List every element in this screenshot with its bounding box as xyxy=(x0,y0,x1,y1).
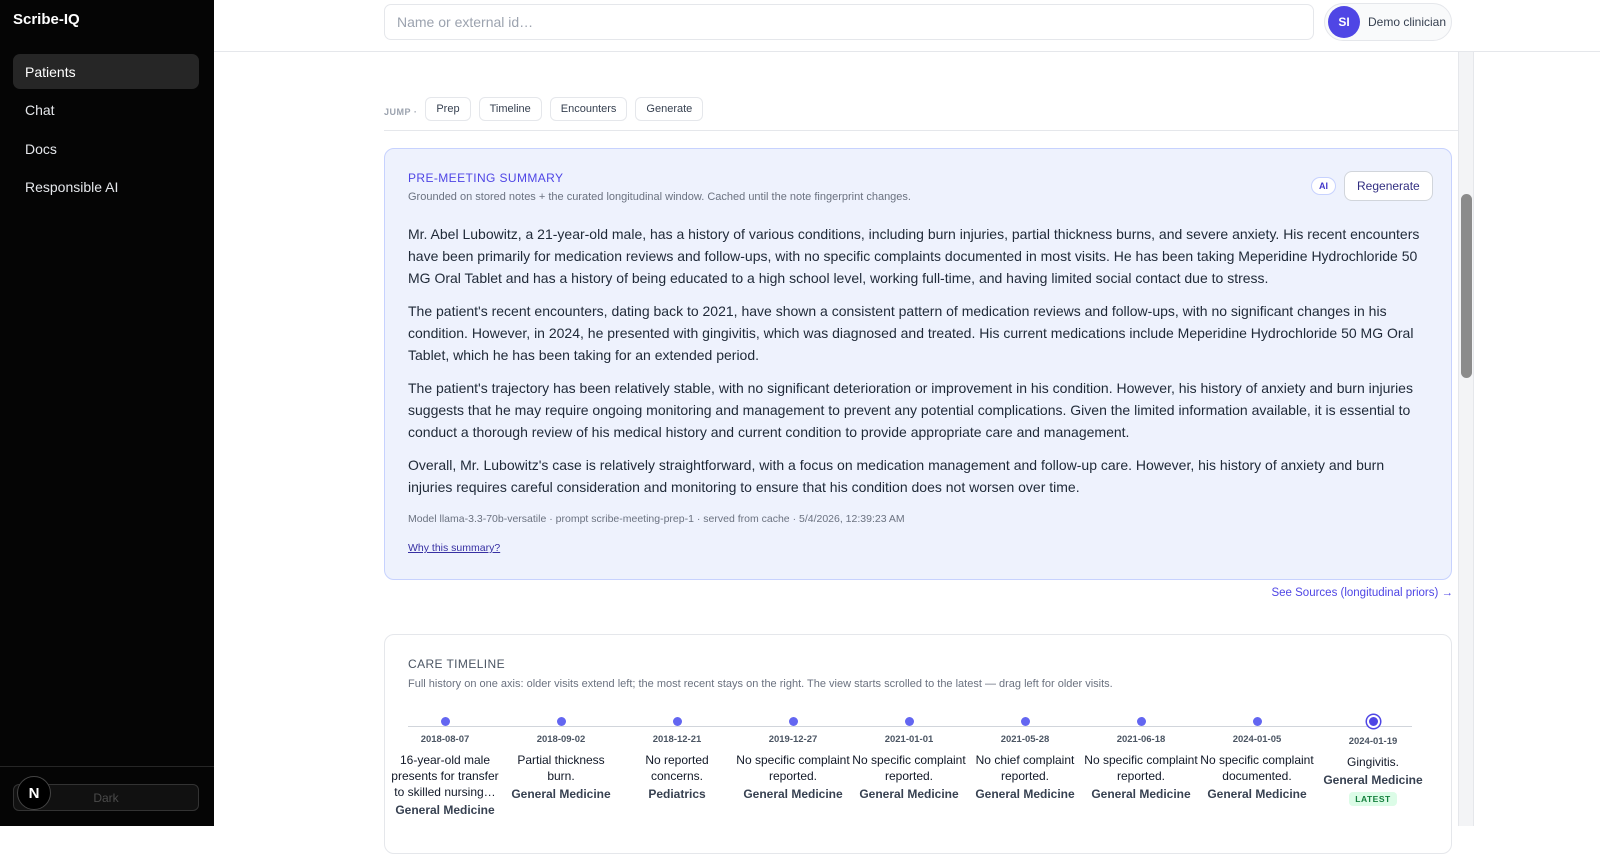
main-content xyxy=(384,52,1458,826)
ai-badge: AI xyxy=(1311,177,1336,195)
why-summary-link[interactable]: Why this summary? xyxy=(408,542,501,554)
timeline-note: No specific complaint reported. xyxy=(852,753,966,783)
timeline-date: 2024-01-19 xyxy=(1348,736,1398,747)
framework-badge-icon[interactable]: N xyxy=(17,776,51,810)
timeline-date: 2019-12-27 xyxy=(768,734,818,745)
sidebar xyxy=(0,0,214,826)
timeline-date: 2021-01-01 xyxy=(884,734,934,745)
timeline-item[interactable] xyxy=(1083,717,1199,801)
summary-paragraph: The patient's recent encounters, dating back to 2021, have shown a consistent pattern of medication reviews and follow-ups, with no significant changes in his condition. However, in 2024, he presented with gingivitis, which was diagnosed and treated. His current medications include Meperidine Hydrochloride 50 MG Oral Tablet, which he has been taking for an extended period. xyxy=(408,303,1414,363)
jump-prep-button[interactable]: Prep xyxy=(425,97,470,121)
summary-subtitle: Grounded on stored notes + the curated longitudinal window. Cached until the note fingerprint changes. xyxy=(408,191,911,203)
app-brand: Scribe-IQ xyxy=(13,11,80,28)
timeline-title: CARE TIMELINE xyxy=(408,657,505,671)
summary-paragraph: Overall, Mr. Lubowitz's case is relatively straightforward, with a focus on medication management and follow-up care. However, his history of anxiety and burn injuries requires careful consideration and monitoring to ensure that his condition does not worsen over time. xyxy=(408,457,1385,495)
theme-toggle-button[interactable]: Dark xyxy=(13,784,199,811)
jump-timeline-button[interactable]: Timeline xyxy=(479,97,542,121)
timeline-dot[interactable] xyxy=(1367,715,1380,728)
timeline-specialty: General Medicine xyxy=(743,787,843,801)
care-timeline-card xyxy=(384,634,1452,854)
timeline-specialty: General Medicine xyxy=(1091,787,1191,801)
latest-badge: LATEST xyxy=(1349,792,1396,806)
pre-meeting-summary-card xyxy=(384,148,1452,580)
scrollbar[interactable] xyxy=(1458,52,1474,826)
patient-search-input[interactable] xyxy=(384,4,1314,40)
timeline-date: 2021-05-28 xyxy=(1000,734,1050,745)
timeline-note: No reported concerns. xyxy=(645,753,709,783)
timeline-dot[interactable] xyxy=(789,717,798,726)
timeline-date: 2024-01-05 xyxy=(1232,734,1282,745)
timeline-date: 2018-09-02 xyxy=(536,734,586,745)
timeline-note: Partial thickness burn. xyxy=(517,753,605,783)
timeline-note: Gingivitis. xyxy=(1346,755,1399,769)
timeline-date: 2021-06-18 xyxy=(1116,734,1166,745)
timeline-item[interactable] xyxy=(503,717,619,801)
user-menu[interactable] xyxy=(1324,3,1452,41)
avatar: SI xyxy=(1328,6,1360,38)
timeline-specialty: General Medicine xyxy=(975,787,1075,801)
top-bar xyxy=(214,0,1600,52)
timeline-note: No specific complaint reported. xyxy=(1084,753,1198,783)
timeline-item[interactable] xyxy=(735,717,851,801)
summary-paragraph: Mr. Abel Lubowitz, a 21-year-old male, has a history of various conditions, including burn injuries, partial thickness burns, and severe anxiety. His recent encounters have been primarily for medication reviews and follow-ups, with no specific complaints documented in most visits. He has been taking Meperidine Hydrochloride 50 MG Oral Tablet and has a history of being educated to a high school level, working full-time, and having limited social contact due to stress. xyxy=(408,226,1420,286)
user-name: Demo clinician xyxy=(1368,15,1447,29)
scrollbar-thumb[interactable] xyxy=(1461,194,1472,378)
timeline-dot[interactable] xyxy=(673,717,682,726)
sidebar-item-patients[interactable]: Patients xyxy=(13,54,199,89)
regenerate-button[interactable]: Regenerate xyxy=(1344,171,1433,201)
timeline-specialty: General Medicine xyxy=(511,787,611,801)
timeline-dot[interactable] xyxy=(905,717,914,726)
timeline-specialty: General Medicine xyxy=(395,803,495,817)
timeline-note: No specific complaint documented. xyxy=(1200,753,1314,783)
sidebar-nav xyxy=(13,54,199,208)
sidebar-item-chat[interactable]: Chat xyxy=(25,102,55,118)
timeline-specialty: General Medicine xyxy=(1207,787,1307,801)
sidebar-item-responsible-ai[interactable]: Responsible AI xyxy=(25,179,119,195)
timeline-item[interactable] xyxy=(851,717,967,801)
jump-generate-button[interactable]: Generate xyxy=(635,97,703,121)
timeline-note: No chief complaint reported. xyxy=(975,753,1075,783)
sidebar-item-docs[interactable]: Docs xyxy=(25,140,57,157)
timeline-dot[interactable] xyxy=(557,717,566,726)
sidebar-footer xyxy=(0,766,214,826)
timeline-specialty: General Medicine xyxy=(1323,773,1423,787)
jump-label: JUMP · xyxy=(384,107,418,117)
timeline-date: 2018-08-07 xyxy=(420,734,470,745)
timeline-date: 2018-12-21 xyxy=(652,734,702,745)
timeline-note: 16-year-old male presents for transfer to skilled nursing… xyxy=(391,753,499,799)
timeline-dot[interactable] xyxy=(1021,717,1030,726)
summary-paragraph: The patient's trajectory has been relatively stable, with no significant deterioration or improvement in his condition. However, his history of anxiety and burn injuries suggests that he may require ongoing monitoring and management to prevent any potential complications. Given the limited information available, it is essential to conduct a thorough review of his medical history and current condition to provide appropriate care and management. xyxy=(408,380,1413,440)
timeline-note: No specific complaint reported. xyxy=(736,753,850,783)
timeline-subtitle: Full history on one axis: older visits extend left; the most recent stays on the right. The view starts scrolled to the latest — drag left for older visits. xyxy=(408,678,1113,690)
see-sources-link[interactable]: See Sources (longitudinal priors) → xyxy=(1271,587,1453,599)
summary-model-meta: Model llama-3.3-70b-versatile · prompt scribe-meeting-prep-1 · served from cache · 5/4/2026, 12:39:23 AM xyxy=(408,513,905,525)
timeline-specialty: General Medicine xyxy=(859,787,959,801)
summary-title: PRE-MEETING SUMMARY xyxy=(408,171,564,185)
jump-bar xyxy=(384,97,1458,131)
jump-encounters-button[interactable]: Encounters xyxy=(550,97,628,121)
timeline-item[interactable] xyxy=(387,717,503,817)
timeline-dot[interactable] xyxy=(1253,717,1262,726)
timeline-item[interactable] xyxy=(619,717,735,801)
timeline-dot[interactable] xyxy=(441,717,450,726)
timeline-item[interactable] xyxy=(1315,715,1431,807)
timeline-dot[interactable] xyxy=(1137,717,1146,726)
timeline-item[interactable] xyxy=(967,717,1083,801)
timeline-item[interactable] xyxy=(1199,717,1315,801)
timeline-specialty: Pediatrics xyxy=(648,787,706,801)
